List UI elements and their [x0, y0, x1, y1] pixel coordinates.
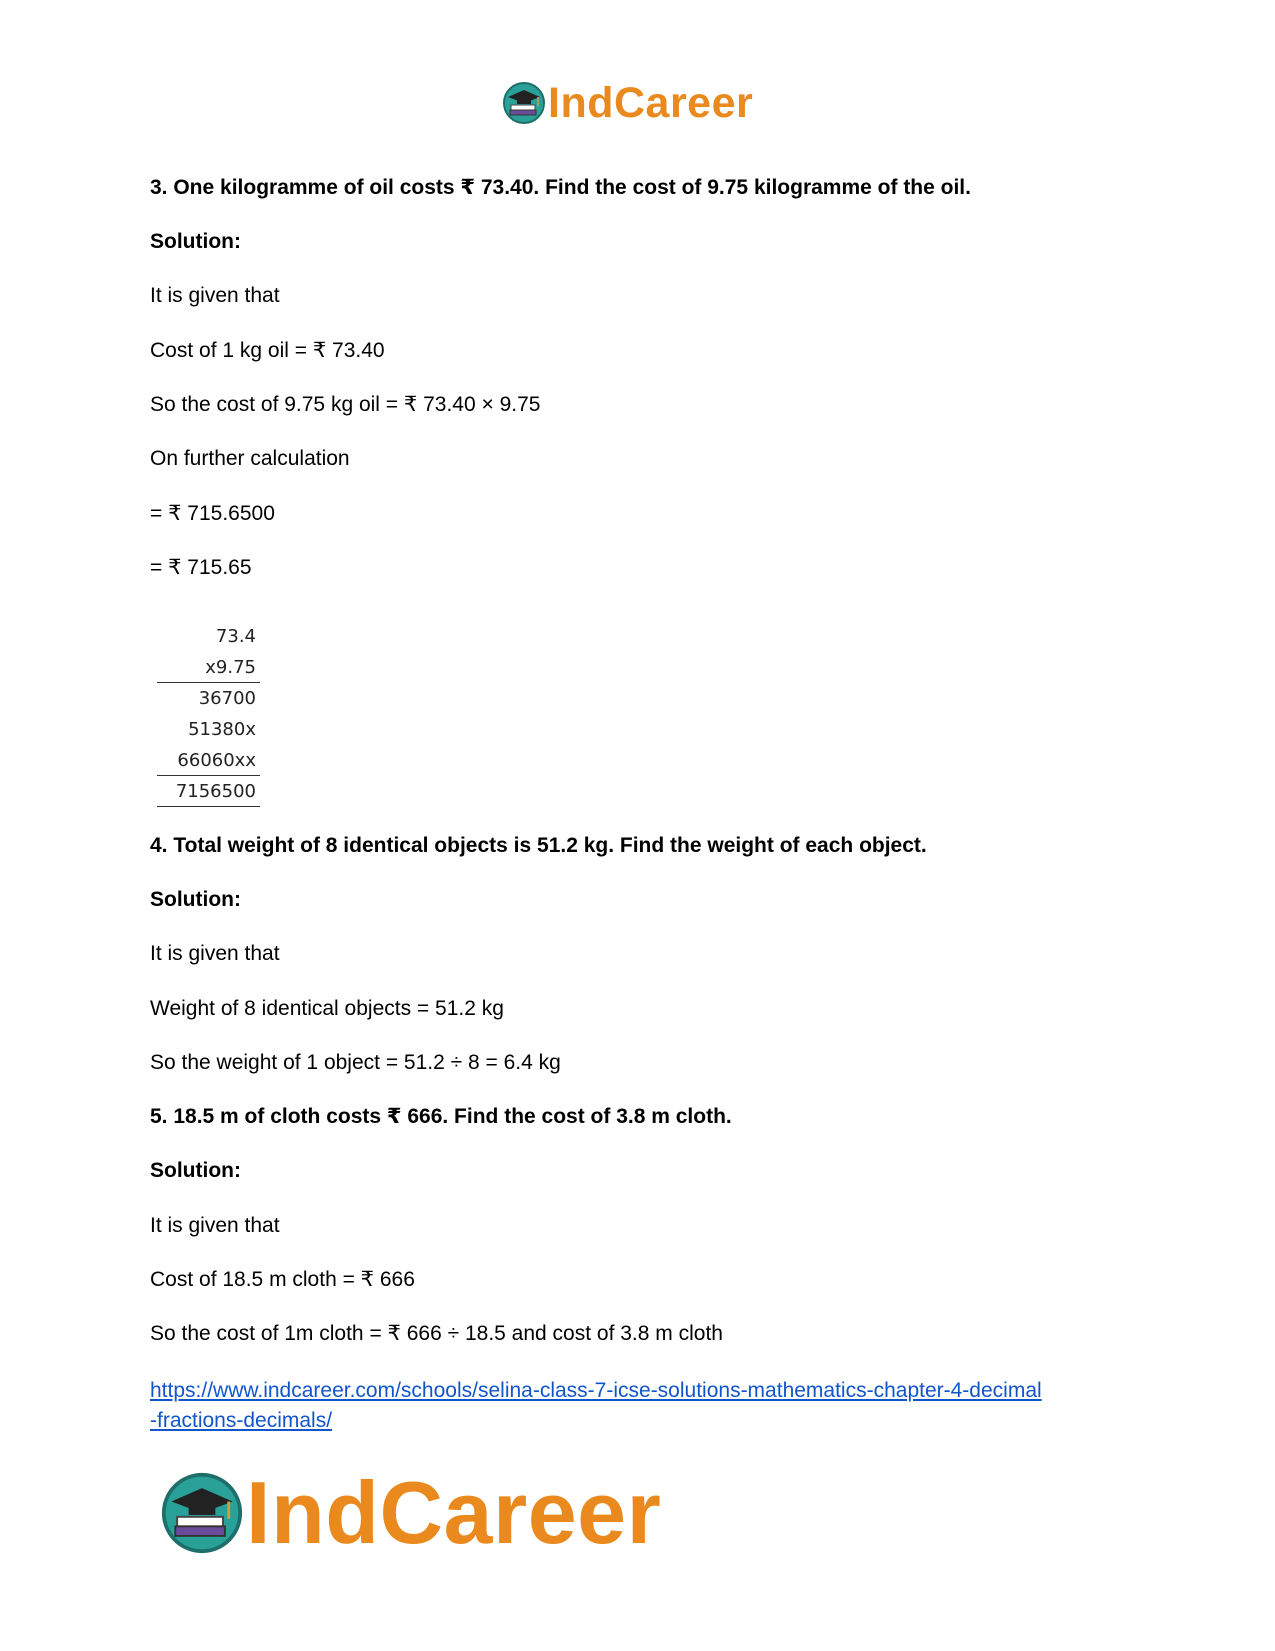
calc-row: 36700 — [198, 688, 256, 709]
multiplication-working — [157, 621, 260, 807]
logo-wordmark: IndCareer — [548, 79, 754, 127]
solution-text: So the weight of 1 object = 51.2 ÷ 8 = 6.4 kg — [150, 1051, 561, 1074]
calc-row: 66060xx — [157, 745, 260, 776]
logo-wordmark: IndCareer — [246, 1463, 662, 1562]
solution-text: Weight of 8 identical objects = 51.2 kg — [150, 997, 504, 1020]
solution-label: Solution: — [150, 888, 241, 911]
source-link[interactable]: https://www.indcareer.com/schools/selina-class-7-icse-solutions-mathematics-chapter-4-decimal — [150, 1379, 1042, 1402]
solution-text: Cost of 1 kg oil = ₹ 73.40 — [150, 339, 385, 362]
graduation-cap-books-icon — [502, 81, 546, 125]
solution-text: Cost of 18.5 m cloth = ₹ 666 — [150, 1268, 415, 1291]
question-3: 3. One kilogramme of oil costs ₹ 73.40. Find the cost of 9.75 kilogramme of the oil. — [150, 176, 971, 199]
solution-label: Solution: — [150, 230, 241, 253]
header-logo — [502, 78, 753, 128]
calc-row: 7156500 — [157, 776, 260, 807]
solution-text: It is given that — [150, 1214, 280, 1237]
solution-label: Solution: — [150, 1159, 241, 1182]
solution-text: It is given that — [150, 284, 280, 307]
solution-text: So the cost of 9.75 kg oil = ₹ 73.40 × 9.75 — [150, 393, 541, 416]
solution-text: = ₹ 715.65 — [150, 556, 252, 579]
solution-text: On further calculation — [150, 447, 350, 470]
solution-text: It is given that — [150, 942, 280, 965]
solution-text: = ₹ 715.6500 — [150, 502, 275, 525]
question-4: 4. Total weight of 8 identical objects is 51.2 kg. Find the weight of each object. — [150, 834, 927, 857]
question-5: 5. 18.5 m of cloth costs ₹ 666. Find the cost of 3.8 m cloth. — [150, 1105, 732, 1128]
solution-text: So the cost of 1m cloth = ₹ 666 ÷ 18.5 and cost of 3.8 m cloth — [150, 1322, 723, 1345]
graduation-cap-books-icon — [160, 1471, 244, 1555]
footer-logo — [160, 1463, 662, 1562]
calc-row: x9.75 — [157, 652, 260, 683]
source-link[interactable]: -fractions-decimals/ — [150, 1409, 333, 1432]
calc-row: 73.4 — [215, 626, 256, 647]
calc-row: 51380x — [188, 719, 256, 740]
